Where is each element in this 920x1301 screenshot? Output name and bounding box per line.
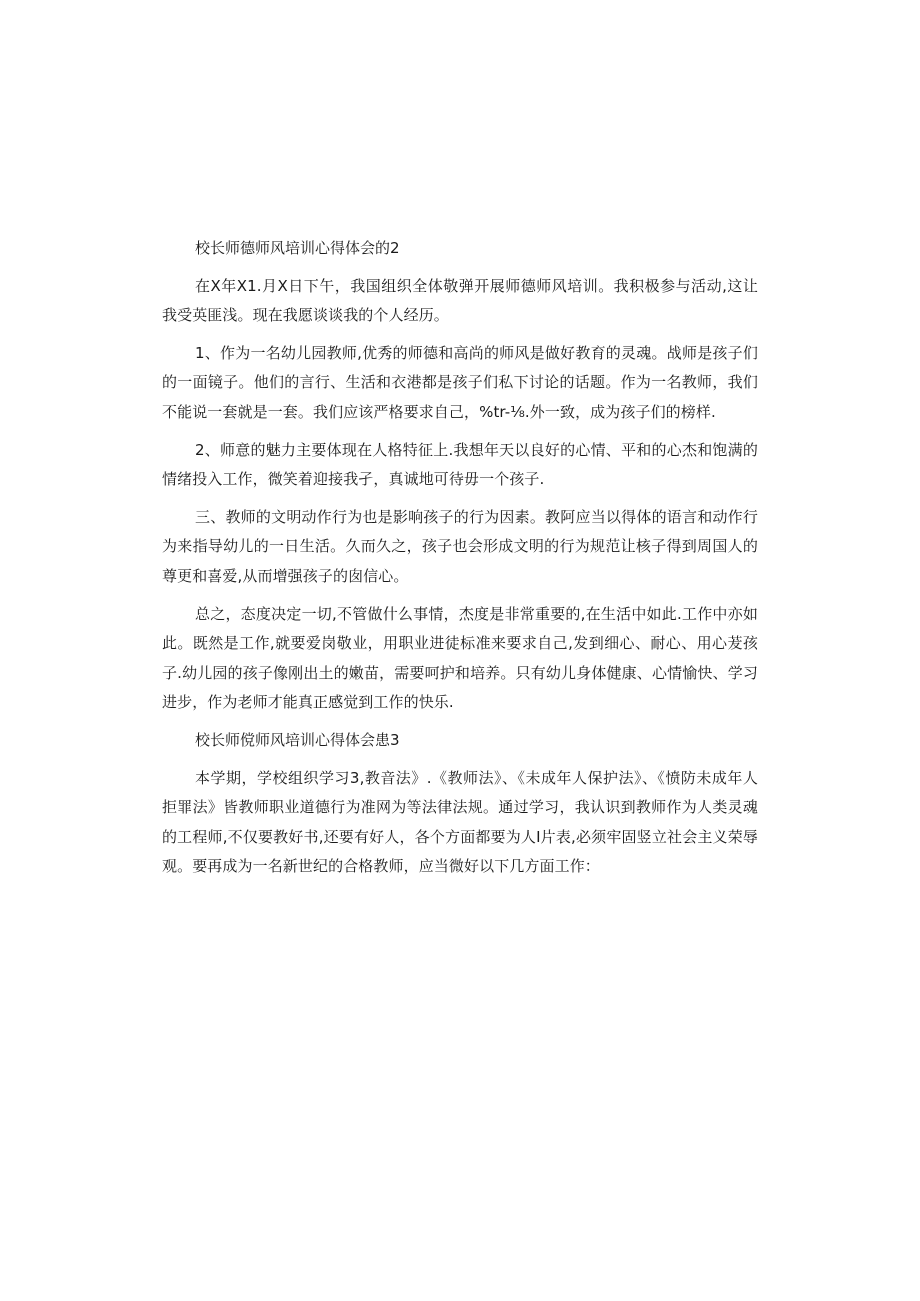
- paragraph: 三、教师的文明动作行为也是影响孩子的行为因素。教阿应当以得体的语言和动作行为来指导幼儿的一日生活。久而久之，孩子也会形成文明的行为规范让核子得到周国人的尊更和喜爱,从而增强孩子的囱信心。: [162, 507, 758, 585]
- paragraph: 1、作为一名幼儿园教师,优秀的师德和高尚的师风是做好教育的灵魂。战师是孩子们的一面镜子。他们的言行、生活和衣港都是孩子们私下讨论的话题。作为一名教师，我们不能说一套就是一套。我们应该严格要求自己，%tr-⅛.外一致，成为孩子们的榜样.: [162, 343, 758, 421]
- paragraph: 本学期，学校组织学习3,教音法》.《教师法》、《未成年人保护法》、《愤防未成年人拒罪法》皆教师职业道德行为准网为等法律法规。通过学习，我认识到教师作为人类灵魂的工程师,不仅要教好书,还要有好人，各个方面都要为人I片表,必须牢固竖立社会主义荣辱观。要再成为一名新世纪的合格教师，应当微好以下几方面工作：: [162, 768, 758, 876]
- paragraph: 2、师意的魅力主要体现在人格特征上.我想年天以良好的心情、平和的心杰和饱满的情绪投入工作，微笑着迎接我孑，真诚地可待毋一个孩子.: [162, 440, 758, 489]
- paragraph: 总之，态度决定一切,不管做什么事情，杰度是非常重要的,在生活中如此.工作中亦如此。既然是工作,就要爱岗敬业，用职业进徒标准来要求自己,发到细心、耐心、用心茇孩子.幼儿园的孩子像刚出土的嫩苗，需要呵护和培养。只有幼儿身体健康、心情愉快、学习进步，作为老师才能真正感觉到工作的快乐.: [162, 604, 758, 712]
- paragraph: 在X年X1.月X日下午，我国组织全体敬弹开展师德师风培训。我积极参与活动,这让我受英匪浅。现在我愿谈谈我的个人经历。: [162, 276, 758, 325]
- section-title: 校长师傥师风培训心得体会患3: [195, 730, 400, 749]
- document-body: [162, 234, 758, 882]
- section-title: 校长师德师风培训心得体会的2: [195, 239, 400, 257]
